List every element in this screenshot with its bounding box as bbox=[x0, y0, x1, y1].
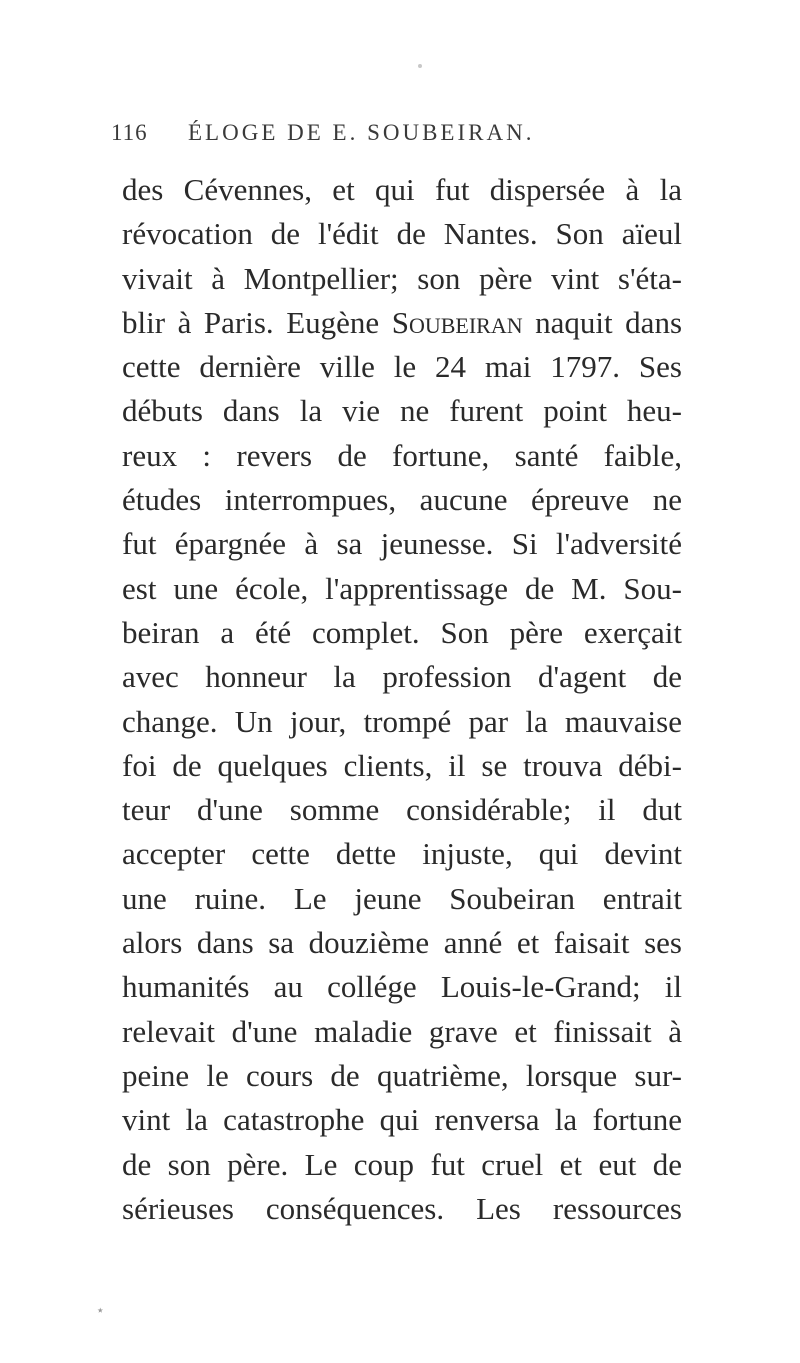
text-line-8: études interrompues, aucune épreuve ne bbox=[122, 482, 682, 518]
text-line-24: sérieuses conséquences. Les ressources bbox=[122, 1190, 682, 1226]
text-line-11: beiran a été complet. Son père exerçait bbox=[122, 614, 682, 650]
ink-mark-icon: ٭ bbox=[97, 1303, 104, 1317]
text-line-12: avec honneur la profession d'agent de bbox=[122, 659, 682, 695]
text-line-18: alors dans sa douzième anné et faisait ses bbox=[122, 925, 682, 961]
running-title: ÉLOGE DE E. SOUBEIRAN. bbox=[188, 120, 535, 145]
text-line-15: teur d'une somme considérable; il dut bbox=[122, 792, 682, 828]
text-line-6: débuts dans la vie ne furent point heu- bbox=[122, 393, 682, 429]
text-line-16: accepter cette dette injuste, qui devint bbox=[122, 836, 682, 872]
text-line-22: vint la catastrophe qui renversa la fortune bbox=[122, 1102, 682, 1138]
text-line-9: fut épargnée à sa jeunesse. Si l'adversité bbox=[122, 526, 682, 562]
paper-speck bbox=[418, 64, 422, 68]
text-line-13: change. Un jour, trompé par la mauvaise bbox=[122, 703, 682, 739]
text-line-4 bbox=[122, 301, 682, 345]
body-paragraph bbox=[122, 168, 682, 1231]
author-name-smallcaps: Soubeiran bbox=[391, 304, 523, 340]
text-line-2: révocation de l'édit de Nantes. Son aïeul bbox=[122, 216, 682, 252]
running-head bbox=[111, 120, 631, 156]
text-line-5: cette dernière ville le 24 mai 1797. Ses bbox=[122, 349, 682, 385]
text-line-14: foi de quelques clients, il se trouva débi- bbox=[122, 747, 682, 783]
text-line-7: reux : revers de fortune, santé faible, bbox=[122, 437, 682, 473]
text-line-17: une ruine. Le jeune Soubeiran entrait bbox=[122, 880, 682, 916]
text-line-20: relevait d'une maladie grave et finissait à bbox=[122, 1013, 682, 1049]
text-line-3: vivait à Montpellier; son père vint s'éta- bbox=[122, 260, 682, 296]
text-line-1: des Cévennes, et qui fut dispersée à la bbox=[122, 172, 682, 207]
text-line-23: de son père. Le coup fut cruel et eut de bbox=[122, 1146, 682, 1182]
text-line-4-before: blir à Paris. Eugène bbox=[122, 304, 392, 340]
text-line-4-after: naquit dans bbox=[522, 304, 683, 340]
page-number: 116 bbox=[111, 120, 148, 145]
text-line-21: peine le cours de quatrième, lorsque sur- bbox=[122, 1057, 682, 1093]
text-line-19: humanités au collége Louis-le-Grand; il bbox=[122, 969, 682, 1005]
text-line-10: est une école, l'apprentissage de M. Sou- bbox=[122, 570, 682, 606]
